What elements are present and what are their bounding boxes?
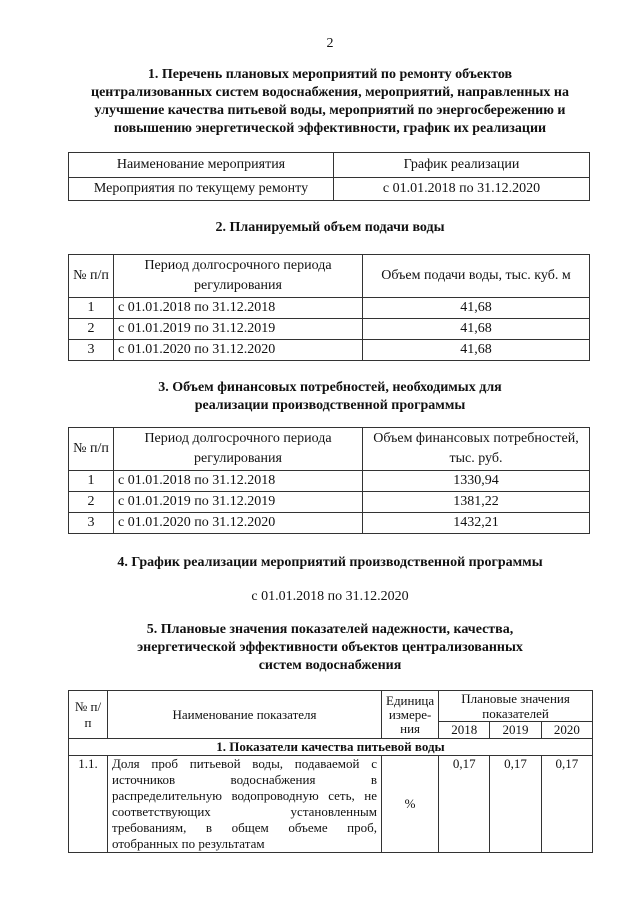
cell: 3 [69, 513, 114, 534]
group-label: 1. Показатели качества питьевой воды [69, 739, 593, 756]
header-cell: Объем подачи воды, тыс. куб. м [363, 255, 590, 298]
section1-title [60, 66, 600, 138]
header-year: 2019 [490, 722, 541, 739]
table-row [69, 319, 590, 340]
water-supply-table [68, 254, 590, 361]
header-cell: № п/п [69, 691, 108, 739]
table-row [69, 178, 590, 201]
table-row [69, 492, 590, 513]
cell: 2 [69, 319, 114, 340]
header-cell: Период долгосрочного периода регулирования [114, 428, 363, 471]
cell: 0,17 [490, 756, 541, 853]
section4-title: 4. График реализации мероприятий производственной программы [117, 555, 543, 570]
table-row [69, 756, 593, 853]
cell: Мероприятия по текущему ремонту [69, 178, 334, 201]
section2-title: 2. Планируемый объем подачи воды [215, 220, 445, 235]
cell: с 01.01.2020 по 31.12.2020 [114, 513, 363, 534]
cell: 0,17 [541, 756, 592, 853]
header-year: 2020 [541, 722, 592, 739]
table-header [69, 153, 590, 178]
cell: 2 [69, 492, 114, 513]
indicators-table [68, 690, 593, 853]
table-row [69, 298, 590, 319]
title-line: реализации производственной программы [194, 398, 466, 413]
cell: 1381,22 [363, 492, 590, 513]
cell: 1.1. [69, 756, 108, 853]
title-line: 1. Перечень плановых мероприятий по ремонту объектов [147, 67, 513, 82]
header-cell: Единица измере-ния [382, 691, 439, 739]
cell: 1 [69, 471, 114, 492]
header-cell: Плановые значения показателей [439, 691, 593, 722]
title-line: 3. Объем финансовых потребностей, необходимых для [158, 380, 502, 395]
group-row [69, 739, 593, 756]
cell: 1 [69, 298, 114, 319]
table-header [69, 428, 590, 471]
cell: 41,68 [363, 319, 590, 340]
repair-activities-table [68, 152, 590, 201]
header-cell: Период долгосрочного периода регулирования [114, 255, 363, 298]
financial-needs-table [68, 427, 590, 534]
table-header [69, 255, 590, 298]
cell: 0,17 [439, 756, 490, 853]
cell: % [382, 756, 439, 853]
section4-period: с 01.01.2018 по 31.12.2020 [251, 589, 409, 604]
header-cell: № п/п [69, 428, 114, 471]
page-number: 2 [326, 36, 334, 51]
cell: с 01.01.2019 по 31.12.2019 [114, 319, 363, 340]
title-line: улучшение качества питьевой воды, мероприятий по энергосбережению и [94, 103, 566, 118]
cell: с 01.01.2018 по 31.12.2018 [114, 298, 363, 319]
title-line: систем водоснабжения [258, 658, 402, 673]
title-line: повышению энергетической эффективности, график их реализации [113, 121, 547, 136]
title-line: энергетической эффективности объектов централизованных [137, 640, 523, 655]
header-cell: Объем финансовых потребностей, тыс. руб. [363, 428, 590, 471]
header-year: 2018 [439, 722, 490, 739]
cell: 41,68 [363, 340, 590, 361]
table-header [69, 691, 593, 722]
title-line: централизованных систем водоснабжения, мероприятий, направленных на [91, 85, 569, 100]
header-cell: Наименование мероприятия [69, 153, 334, 178]
cell: с 01.01.2019 по 31.12.2019 [114, 492, 363, 513]
section5-title [60, 621, 600, 675]
title-line: 5. Плановые значения показателей надежности, качества, [146, 622, 514, 637]
table-row [69, 513, 590, 534]
table-row [69, 471, 590, 492]
cell: 3 [69, 340, 114, 361]
section3-title [60, 379, 600, 415]
header-cell: График реализации [334, 153, 590, 178]
header-cell: Наименование показателя [108, 691, 382, 739]
cell: 1432,21 [363, 513, 590, 534]
cell: Доля проб питьевой воды, подаваемой с источников водоснабжения в распределительную водопроводную сеть, не соответствующих установленным требованиям, в общем объеме проб, отобранных по результатам [108, 756, 382, 853]
cell: 41,68 [363, 298, 590, 319]
cell: с 01.01.2018 по 31.12.2018 [114, 471, 363, 492]
cell: с 01.01.2020 по 31.12.2020 [114, 340, 363, 361]
cell: с 01.01.2018 по 31.12.2020 [334, 178, 590, 201]
table-row [69, 340, 590, 361]
header-cell: № п/п [69, 255, 114, 298]
cell: 1330,94 [363, 471, 590, 492]
